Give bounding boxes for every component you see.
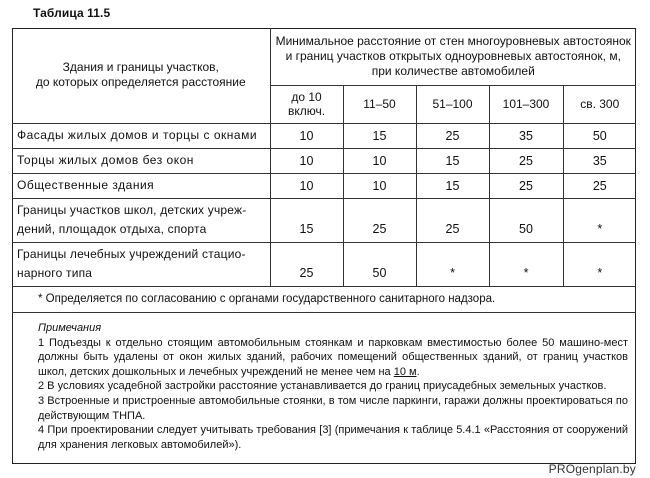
note-1 <box>32 336 628 380</box>
column-header <box>563 85 636 123</box>
site-watermark: PROgenplan.by <box>548 462 636 476</box>
note-1-distance: 10 м <box>393 365 417 378</box>
table-row <box>12 173 636 198</box>
notes-title: Примечания <box>38 322 102 334</box>
column-header-label: св. 300 <box>580 97 620 111</box>
header-top-line1: Минимальное расстояние от стен многоуровневых автостоянок <box>275 33 631 48</box>
cell-value: 50 <box>489 198 563 242</box>
cell-value: 25 <box>489 148 563 173</box>
row-label-line1: Границы участков школ, детских учреж- <box>17 203 247 217</box>
column-header-label: 101–300 <box>502 97 550 111</box>
cell-value: 10 <box>343 173 416 198</box>
header-left-line1: Здания и границы участков, <box>62 60 219 75</box>
note-2: 2 В условиях усадебной застройки расстояние устанавливается до границ приусадебных земельных участков. <box>38 380 607 393</box>
cell-value: * <box>563 242 636 286</box>
cell-value: 25 <box>563 173 636 198</box>
cell-value: 35 <box>563 148 636 173</box>
header-left-line2: до которых определяется расстояние <box>35 75 246 90</box>
column-header-line1: до 10 <box>291 90 322 104</box>
row-label-line2: дений, площадок отдыха, спорта <box>17 222 207 236</box>
column-header-label: 11–50 <box>363 97 396 111</box>
distance-table <box>12 28 636 313</box>
cell-value: 50 <box>343 242 416 286</box>
cell-value: 10 <box>270 123 343 148</box>
column-header <box>416 85 489 123</box>
cell-value: 15 <box>343 123 416 148</box>
row-label <box>12 198 270 242</box>
cell-value: 15 <box>270 198 343 242</box>
cell-value: 10 <box>343 148 416 173</box>
row-label-line1: Границы лечебных учреждений стацио- <box>17 247 246 261</box>
table-row <box>12 123 636 148</box>
cell-value: 25 <box>343 198 416 242</box>
table-row <box>12 148 636 173</box>
note-3: 3 Встроенные и пристроенные автомобильные стоянки, в том числе паркинги, гаражи должны проектироваться по действующим ТНПА. <box>38 394 628 422</box>
cell-value: 35 <box>489 123 563 148</box>
note-1-end: . <box>416 365 420 378</box>
cell-value: 25 <box>270 242 343 286</box>
footnote-row <box>12 286 636 312</box>
table-title: Таблица 11.5 <box>33 6 111 20</box>
table-row <box>12 242 636 286</box>
row-label: Общественные здания <box>12 173 270 198</box>
note-1-text: 1 Подъезды к отдельно стоящим автомобильным стоянкам и парковкам вместимостью более 50 машино-мест должны быть удалены от окон жилых зданий, рабочих помещений общественных зданий, от границ участков школ, детских дошкольных и лечебных учреждений не менее чем на <box>38 336 628 378</box>
cell-value: 50 <box>563 123 636 148</box>
table-footnote: * Определяется по согласованию с органами государственного санитарного надзора. <box>12 286 636 312</box>
row-label <box>12 242 270 286</box>
column-header <box>343 85 416 123</box>
header-building-type <box>12 28 270 123</box>
cell-value: 25 <box>416 198 489 242</box>
row-label: Торцы жилых домов без окон <box>12 148 270 173</box>
cell-value: 25 <box>489 173 563 198</box>
header-top-line2: и границ участков открытых одноуровневых автостоянок, м, <box>285 48 621 63</box>
cell-value: 25 <box>416 123 489 148</box>
column-header <box>489 85 563 123</box>
header-top-line3: при количестве автомобилей <box>371 63 535 78</box>
cell-value: 15 <box>416 148 489 173</box>
row-label-line2: нарного типа <box>17 266 93 280</box>
note-4: 4 При проектировании следует учитывать требования [3] (примечания к таблице 5.4.1 «Расстояния от сооружений для хранения легковых автомобилей»). <box>38 424 628 451</box>
table-row <box>12 198 636 242</box>
cell-value: * <box>416 242 489 286</box>
notes-section <box>12 316 636 464</box>
row-label: Фасады жилых домов и торцы с окнами <box>12 123 270 148</box>
cell-value: 10 <box>270 173 343 198</box>
cell-value: 10 <box>270 148 343 173</box>
column-header-label: 51–100 <box>432 97 473 111</box>
column-header <box>270 85 343 123</box>
header-min-distance <box>270 28 636 85</box>
cell-value: 15 <box>416 173 489 198</box>
cell-value: * <box>489 242 563 286</box>
cell-value: * <box>563 198 636 242</box>
column-header-line2: включ. <box>287 104 326 118</box>
